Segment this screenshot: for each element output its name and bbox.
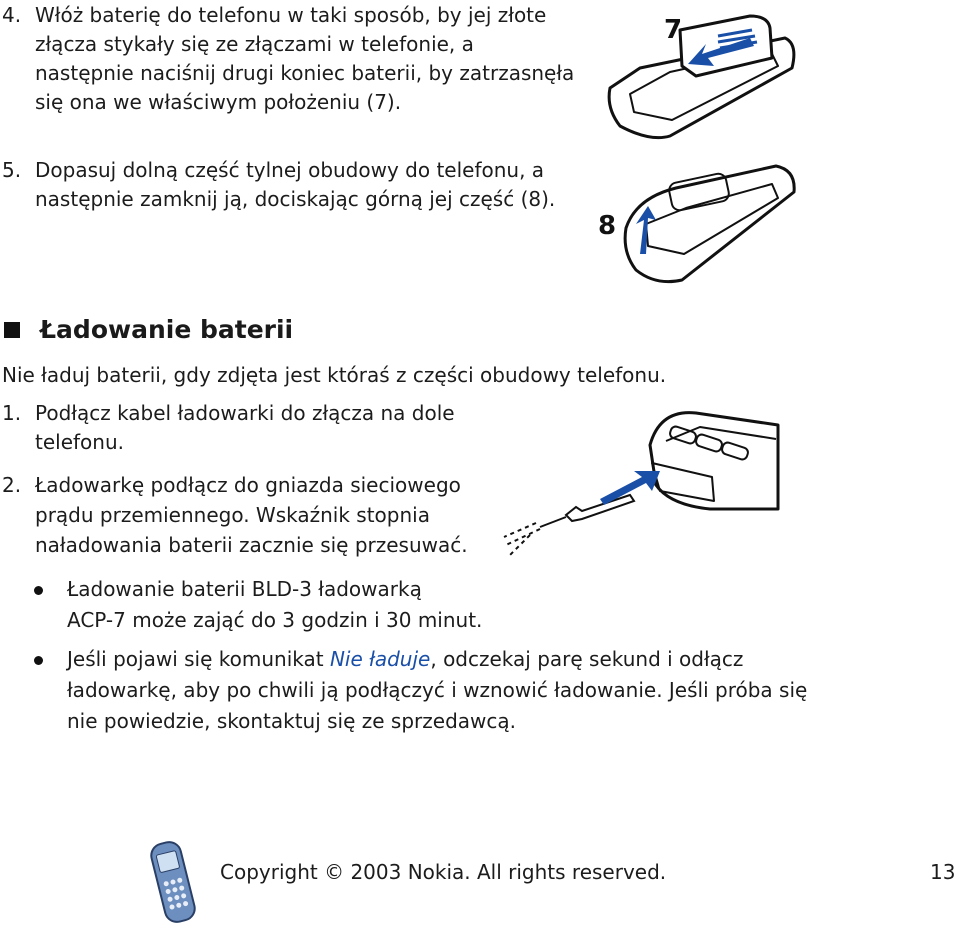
- page-number: 13: [930, 860, 956, 884]
- bullet-1-dot: [34, 586, 43, 595]
- bullet-2-text-after: , odczekaj parę sekund i odłącz: [430, 647, 744, 671]
- charge-step-1-number: 1.: [2, 401, 22, 425]
- figure-8-label: 8: [598, 211, 617, 241]
- charge-step-2-number: 2.: [2, 473, 22, 497]
- step-4-line-2: złącza stykały się ze złączami w telefonie, a: [35, 32, 474, 56]
- message-nie-laduje: Nie ładuje: [329, 647, 431, 671]
- bullet-2-line-2: ładowarkę, aby po chwili ją podłączyć i wznowić ładowanie. Jeśli próba się: [67, 678, 808, 702]
- bullet-2-text-before: Jeśli pojawi się komunikat: [67, 647, 330, 671]
- phone-cover-icon: [596, 158, 806, 290]
- copyright-text: Copyright © 2003 Nokia. All rights reserved.: [220, 860, 667, 884]
- step-4-line-1: Włóż baterię do telefonu w taki sposób, by jej złote: [35, 3, 547, 27]
- charge-step-1-line-2: telefonu.: [35, 430, 124, 454]
- step-5-line-1: Dopasuj dolną część tylnej obudowy do telefonu, a: [35, 158, 545, 182]
- bullet-1-line-2: ACP-7 może zająć do 3 godzin i 30 minut.: [67, 608, 483, 632]
- bullet-2-line-1: [67, 644, 743, 675]
- figure-7-label: 7: [664, 15, 683, 45]
- phone-charger-icon: [500, 405, 780, 575]
- charger-connection-illustration: [500, 405, 780, 575]
- section-intro: Nie ładuj baterii, gdy zdjęta jest któraś z części obudowy telefonu.: [2, 363, 667, 387]
- step-4-line-3: następnie naciśnij drugi koniec baterii, by zatrzasnęła: [35, 61, 575, 85]
- bullet-1-line-1: Ładowanie baterii BLD-3 ładowarką: [67, 577, 422, 601]
- battery-insert-illustration: [600, 8, 800, 148]
- step-4-line-4: się ona we właściwym położeniu (7).: [35, 90, 402, 114]
- step-4-number: 4.: [2, 3, 22, 27]
- charge-step-2-line-2: prądu przemiennego. Wskaźnik stopnia: [35, 503, 430, 527]
- step-5-number: 5.: [2, 158, 22, 182]
- charge-step-1-line-1: Podłącz kabel ładowarki do złącza na dole: [35, 401, 455, 425]
- nokia-phone-thumbnail: [148, 838, 198, 926]
- section-title: Ładowanie baterii: [40, 315, 294, 344]
- bullet-2-dot: [34, 656, 43, 665]
- charge-step-2-line-3: naładowania baterii zacznie się przesuwać.: [35, 533, 468, 557]
- section-bullet-square: [4, 322, 20, 338]
- back-cover-illustration: [596, 158, 806, 290]
- charge-step-2-line-1: Ładowarkę podłącz do gniazda sieciowego: [35, 473, 461, 497]
- step-5-line-2: następnie zamknij ją, dociskając górną jej część (8).: [35, 187, 556, 211]
- phone-icon: [148, 838, 198, 926]
- bullet-2-line-3: nie powiedzie, skontaktuj się ze sprzedawcą.: [67, 709, 516, 733]
- phone-battery-icon: [600, 8, 800, 148]
